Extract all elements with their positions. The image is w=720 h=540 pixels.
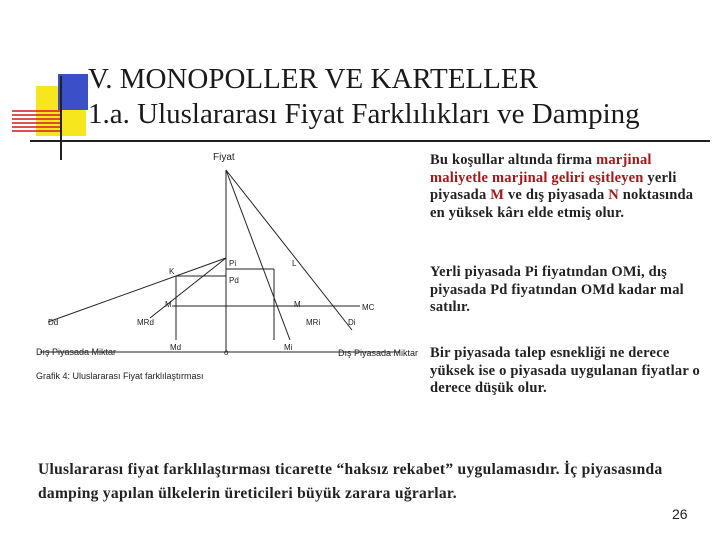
p1-text-1: Bu koşullar altında firma <box>430 152 597 168</box>
p1-highlight-1: marjinal maliyetle marjinal geliri eşitleyen <box>430 152 652 186</box>
label-k: K <box>169 267 175 276</box>
diagram-caption: Grafik 4: Uluslararası Fiyat farklılaştırması <box>36 371 204 381</box>
right-axis-label: Dış Piyasada Miktar <box>338 348 419 358</box>
label-md: Md <box>170 343 182 352</box>
explanation-paragraph-2: Yerli piyasada Pi fiyatından OMi, dış piyasada Pd fiyatından OMd kadar mal satılır. <box>430 264 684 315</box>
label-mc: MC <box>362 303 375 312</box>
label-m-right: M <box>294 300 301 309</box>
p1-text-3: ve dış piyasada <box>504 187 609 203</box>
p1-highlight-m: M <box>490 187 505 203</box>
foreign-mr-mrd <box>150 258 226 318</box>
price-axis-label: Fiyat <box>213 152 235 163</box>
label-m-left: M <box>165 300 172 309</box>
left-axis-label: Dış Piyasada Miktar <box>36 347 117 357</box>
foreign-demand-dd <box>48 258 226 322</box>
explanation-paragraph-1 <box>430 152 705 222</box>
domestic-mr-mri <box>226 170 290 340</box>
label-dd: Dd <box>48 318 59 327</box>
label-origin: o <box>224 348 229 357</box>
explanation-paragraph-3: Bir piyasada talep esnekliği ne derece yüksek ise o piyasada uygulanan fiyatlar o derece düşük olur. <box>430 345 701 396</box>
label-mi: Mi <box>284 343 293 352</box>
p1-highlight-n: N <box>608 187 619 203</box>
label-pd: Pd <box>229 276 239 285</box>
label-l: L <box>292 259 297 268</box>
label-pi: Pi <box>229 259 237 268</box>
label-mri: MRi <box>306 318 321 327</box>
label-di: Di <box>348 318 356 327</box>
page-number: 26 <box>672 506 688 522</box>
p1-text-4: noktasında en yüksek kârı elde etmiş olur. <box>430 187 694 221</box>
label-mrd: MRd <box>137 318 154 327</box>
title-line-2: 1.a. Uluslararası Fiyat Farklılıkları ve Damping <box>88 98 640 130</box>
title-line-1: V. MONOPOLLER VE KARTELLER <box>88 63 538 95</box>
p1-text-2: yerli piyasada <box>430 169 677 203</box>
bottom-paragraph: Uluslararası fiyat farklılaştırması ticarette “haksız rekabet” uygulamasıdır. İç piyasasında damping yapılan ülkelerin üreticileri büyük zarara uğrarlar. <box>38 461 663 502</box>
